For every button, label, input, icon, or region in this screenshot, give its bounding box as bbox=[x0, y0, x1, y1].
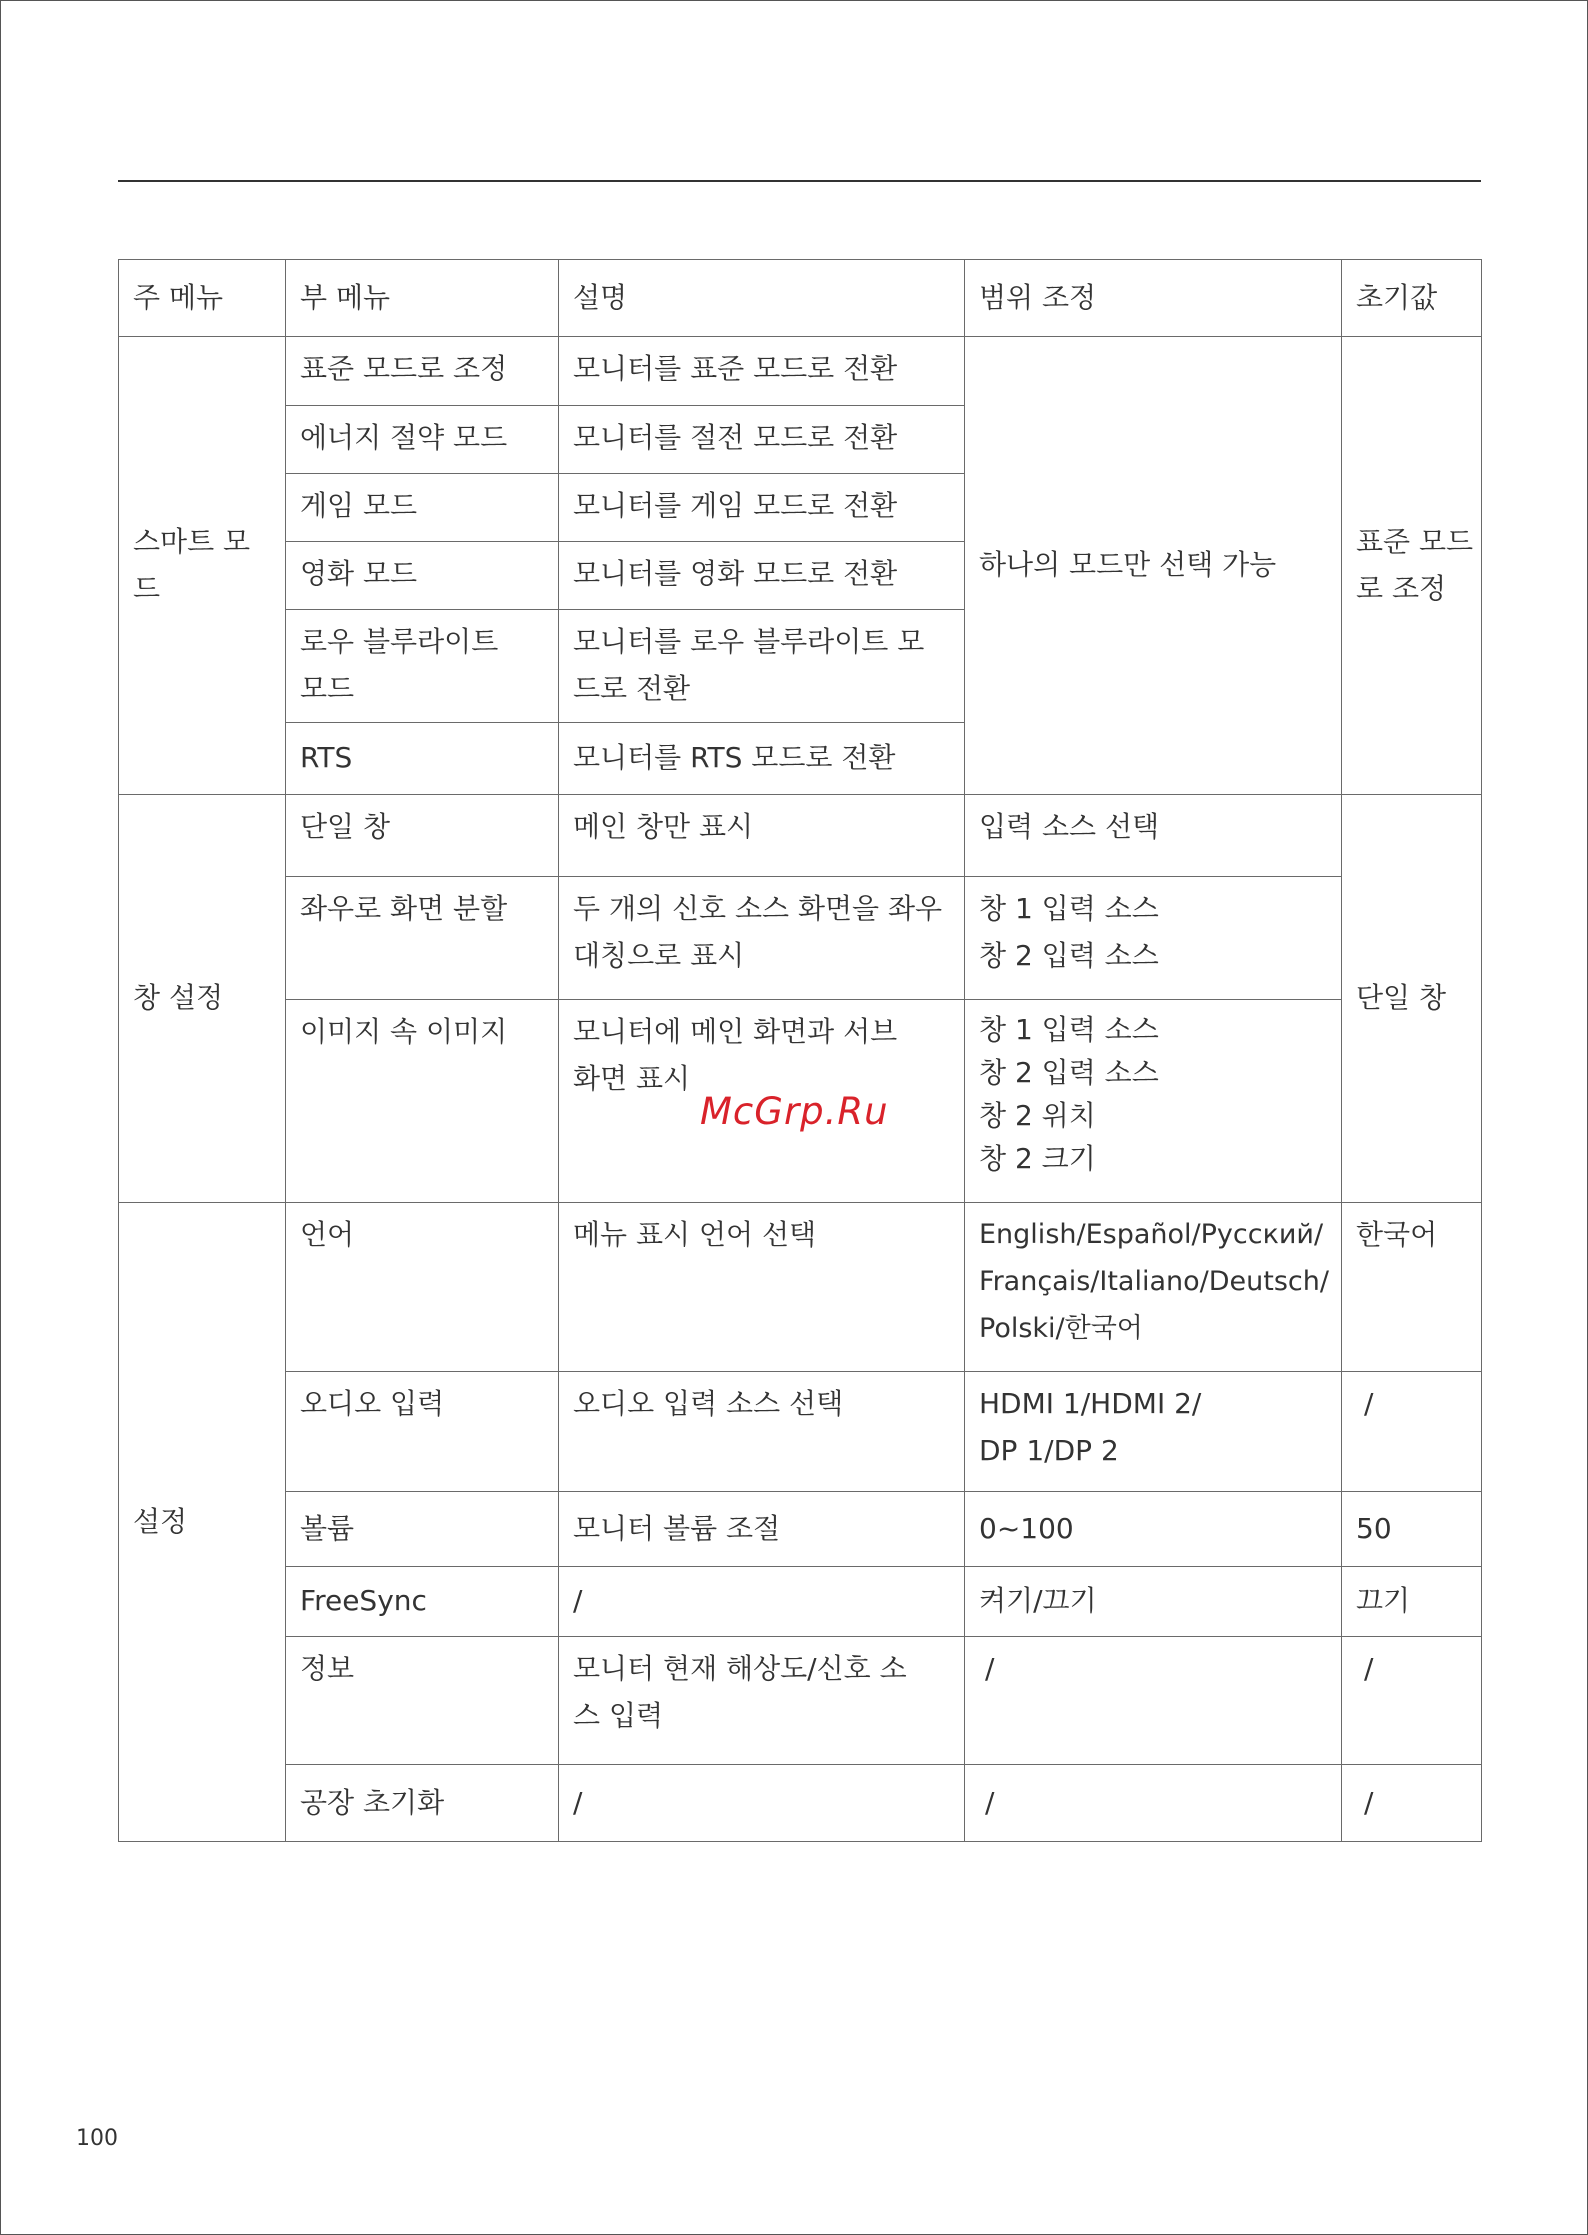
table-row bbox=[119, 1372, 1482, 1492]
sub-menu-cell: FreeSync bbox=[286, 1567, 559, 1637]
description-cell: 오디오 입력 소스 선택 bbox=[559, 1372, 965, 1492]
watermark: McGrp.Ru bbox=[700, 1090, 889, 1133]
header-sub-menu: 부 메뉴 bbox=[286, 260, 559, 337]
range-cell: 0~100 bbox=[965, 1492, 1342, 1567]
table-row bbox=[119, 337, 1482, 406]
default-cell: 50 bbox=[1342, 1492, 1482, 1567]
page-number: 100 bbox=[76, 2126, 118, 2151]
range-cell: / bbox=[965, 1765, 1342, 1842]
table-row bbox=[119, 1765, 1482, 1842]
description-cell: 모니터를 표준 모드로 전환 bbox=[559, 337, 965, 406]
sub-menu-cell: 로우 블루라이트 모드 bbox=[286, 610, 559, 723]
default-cell: 한국어 bbox=[1342, 1203, 1482, 1372]
header-description: 설명 bbox=[559, 260, 965, 337]
description-cell: 두 개의 신호 소스 화면을 좌우 대칭으로 표시 bbox=[559, 877, 965, 1000]
default-cell: / bbox=[1342, 1372, 1482, 1492]
description-cell: 모니터를 게임 모드로 전환 bbox=[559, 474, 965, 542]
table-row bbox=[119, 1567, 1482, 1637]
description-cell: 메인 창만 표시 bbox=[559, 795, 965, 877]
default-cell: 끄기 bbox=[1342, 1567, 1482, 1637]
description-cell: 모니터를 영화 모드로 전환 bbox=[559, 542, 965, 610]
table-header-row bbox=[119, 260, 1482, 337]
table-row bbox=[119, 1637, 1482, 1765]
sub-menu-cell: 게임 모드 bbox=[286, 474, 559, 542]
default-cell-smart-mode: 표준 모드 로 조정 bbox=[1342, 337, 1482, 795]
default-cell: / bbox=[1342, 1765, 1482, 1842]
default-cell: / bbox=[1342, 1637, 1482, 1765]
sub-menu-cell: 정보 bbox=[286, 1637, 559, 1765]
table-row bbox=[119, 1492, 1482, 1567]
description-cell: / bbox=[559, 1765, 965, 1842]
header-rule bbox=[118, 180, 1481, 182]
sub-menu-cell: 언어 bbox=[286, 1203, 559, 1372]
description-cell: 메뉴 표시 언어 선택 bbox=[559, 1203, 965, 1372]
description-cell: 모니터 볼륨 조절 bbox=[559, 1492, 965, 1567]
default-cell-window-settings: 단일 창 bbox=[1342, 795, 1482, 1203]
header-default: 초기값 bbox=[1342, 260, 1482, 337]
description-cell: 모니터를 절전 모드로 전환 bbox=[559, 406, 965, 474]
sub-menu-cell: 이미지 속 이미지 bbox=[286, 1000, 559, 1203]
table-row bbox=[119, 877, 1482, 1000]
sub-menu-cell: 표준 모드로 조정 bbox=[286, 337, 559, 406]
range-cell: English/Español/Русский/ Français/Italiano/Deutsch/ Polski/한국어 bbox=[965, 1203, 1342, 1372]
range-cell: HDMI 1/HDMI 2/ DP 1/DP 2 bbox=[965, 1372, 1342, 1492]
range-cell-smart-mode: 하나의 모드만 선택 가능 bbox=[965, 337, 1342, 795]
group-window-settings: 창 설정 bbox=[119, 795, 286, 1203]
header-range: 범위 조정 bbox=[965, 260, 1342, 337]
sub-menu-cell: 오디오 입력 bbox=[286, 1372, 559, 1492]
sub-menu-cell: 영화 모드 bbox=[286, 542, 559, 610]
sub-menu-cell: 좌우로 화면 분할 bbox=[286, 877, 559, 1000]
sub-menu-cell: RTS bbox=[286, 723, 559, 795]
description-cell: 모니터를 RTS 모드로 전환 bbox=[559, 723, 965, 795]
sub-menu-cell: 에너지 절약 모드 bbox=[286, 406, 559, 474]
sub-menu-cell: 공장 초기화 bbox=[286, 1765, 559, 1842]
range-cell: 켜기/끄기 bbox=[965, 1567, 1342, 1637]
table-row bbox=[119, 795, 1482, 877]
description-cell: 모니터를 로우 블루라이트 모 드로 전환 bbox=[559, 610, 965, 723]
range-cell: 창 1 입력 소스 창 2 입력 소스 창 2 위치 창 2 크기 bbox=[965, 1000, 1342, 1203]
range-cell: 창 1 입력 소스 창 2 입력 소스 bbox=[965, 877, 1342, 1000]
description-cell: / bbox=[559, 1567, 965, 1637]
description-cell: 모니터 현재 해상도/신호 소 스 입력 bbox=[559, 1637, 965, 1765]
sub-menu-cell: 볼륨 bbox=[286, 1492, 559, 1567]
group-smart-mode: 스마트 모드 bbox=[119, 337, 286, 795]
header-main-menu: 주 메뉴 bbox=[119, 260, 286, 337]
group-settings: 설정 bbox=[119, 1203, 286, 1842]
menu-table bbox=[118, 259, 1482, 1842]
description-cell: 모니터에 메인 화면과 서브 화면 표시 bbox=[559, 1000, 965, 1203]
range-cell: / bbox=[965, 1637, 1342, 1765]
table-row bbox=[119, 1203, 1482, 1372]
range-cell: 입력 소스 선택 bbox=[965, 795, 1342, 877]
sub-menu-cell: 단일 창 bbox=[286, 795, 559, 877]
